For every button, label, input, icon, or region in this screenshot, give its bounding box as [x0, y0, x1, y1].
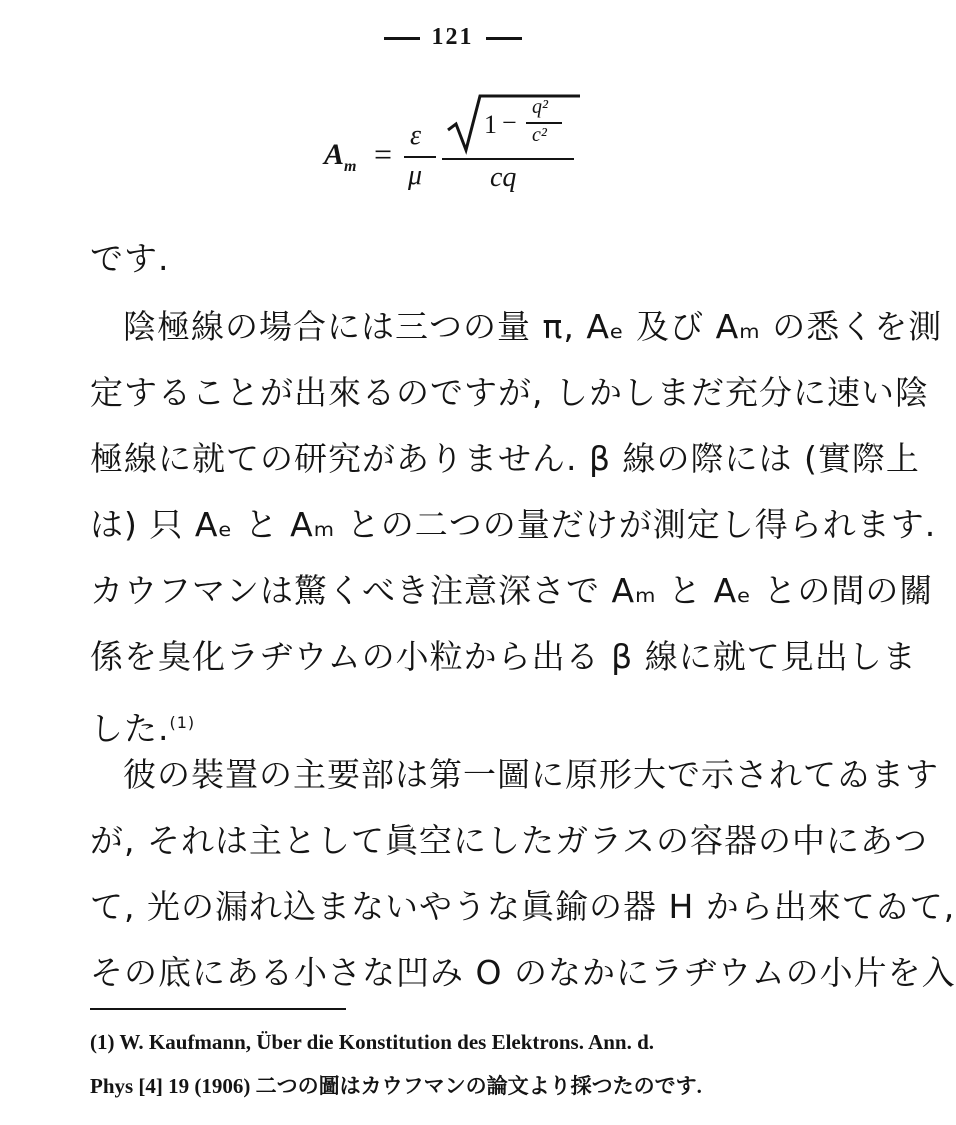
- page-number-text: 121: [431, 24, 474, 50]
- dash-right: [486, 37, 522, 40]
- text-line: 彼の裝置の主要部は第一圖に原形大で示されてゐます: [123, 755, 939, 794]
- text-line: 定することが出來るのですが, しかしまだ充分に速い陰: [90, 373, 929, 412]
- formula-inner-denominator: c²: [532, 124, 547, 146]
- formula-lhs: [324, 138, 356, 176]
- page-number: [0, 24, 905, 51]
- footnote-line-1: (1) W. Kaufmann, Über die Konstitution des Elektrons. Ann. d.: [90, 1030, 655, 1054]
- formula-fraction-bar: [404, 156, 436, 158]
- formula-lhs-subscript: m: [344, 158, 357, 175]
- footnote-reference: (1): [169, 713, 196, 732]
- formula-sqrt-one: 1: [484, 110, 497, 139]
- formula-epsilon: ε: [410, 120, 422, 151]
- paragraph-desu: [90, 226, 820, 292]
- formula-equals: =: [374, 136, 393, 172]
- formula-main-bar: [442, 158, 574, 160]
- formula-mu: μ: [408, 160, 423, 191]
- footnote-line-2: Phys [4] 19 (1906) 二つの圖はカウフマンの論文より採つたのです.: [90, 1074, 702, 1098]
- formula-lhs-symbol: A: [324, 138, 345, 171]
- paragraph-apparatus: [90, 742, 956, 1006]
- formula-inner-numerator: q²: [532, 96, 548, 118]
- formula-main-denominator: cq: [490, 162, 517, 193]
- text-line: 極線に就ての研究がありません. β 線の際には (實際上: [90, 439, 920, 478]
- formula: [318, 92, 588, 202]
- text-line: その底にある小さな凹み O のなかにラヂウムの小片を入: [90, 953, 956, 992]
- dash-left: [384, 37, 420, 40]
- text-line: て, 光の漏れ込まないやうな眞鍮の器 H から出來てゐて,: [90, 887, 956, 926]
- text-line: です.: [90, 239, 170, 278]
- text-line: が, それは主として眞空にしたガラスの容器の中にあつ: [90, 821, 928, 860]
- paragraph-cathode-rays: [90, 294, 943, 762]
- formula-sqrt-minus: −: [502, 108, 517, 137]
- text-line-content: した.: [90, 709, 170, 748]
- text-line: カウフマンは驚くべき注意深さで Aₘ と Aₑ との間の關: [90, 571, 934, 610]
- text-line: 陰極線の場合には三つの量 π, Aₑ 及び Aₘ の悉くを測: [123, 307, 943, 346]
- text-line: 係を臭化ラヂウムの小粒から出る β 線に就て見出しま: [90, 637, 917, 676]
- footnote-divider: [90, 1008, 346, 1010]
- text-line: は) 只 Aₑ と Aₘ との二つの量だけが測定し得られます.: [90, 505, 937, 544]
